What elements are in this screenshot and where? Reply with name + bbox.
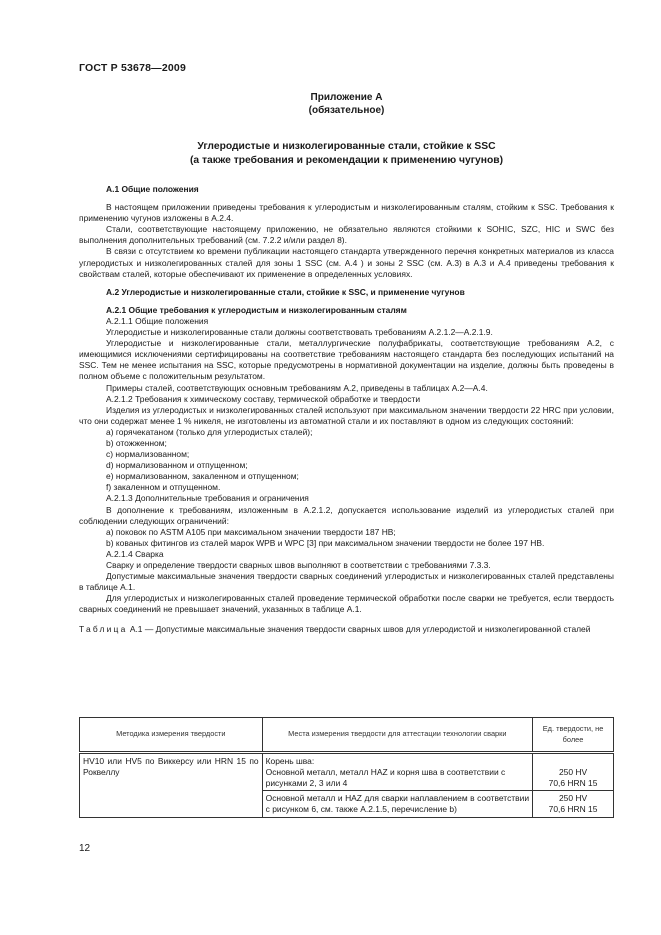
annex-title-line2: (а также требования и рекомендации к применению чугунов) [190, 155, 503, 166]
annex-title [79, 140, 614, 168]
col-header-place: Места измерения твердости для аттестации технологии сварки [262, 718, 532, 753]
paragraph: В связи с отсутствием ко времени публикации настоящего стандарта утвержденного перечня конкретных материалов из класса углеродистых и низколегированных сталей для зоны 1 SSC (см. А.4 ) и зоны 2 SSC (см. А.3) в А.3 и А.4 приведены требования к свойствам сталей, которые обеспечивают их применение в определенных условиях. [79, 246, 614, 279]
paragraph: Сварку и определение твердости сварных швов выполняют в соответствии с требованиями 7.3.3. [106, 560, 491, 570]
clause-heading: А.2.1.2 Требования к химическому составу, термической обработке и твердости [106, 393, 421, 404]
list-item: b) кованых фитингов из сталей марок WPB и WPC [3] при максимальном значении твердости не более 197 HB. [106, 537, 545, 548]
subsection-heading: А.2.1 Общие требования к углеродистым и низколегированным сталям [106, 304, 407, 315]
paragraph: Стали, соответствующие настоящему приложению, не обязательно являются стойкими к SOHIC, SZC, HIC и SWC без выполнения дополнительных требований (см. 7.2.2 и/или раздел 8). [79, 224, 614, 246]
clause-heading: А.2.1.4 Сварка [106, 548, 164, 559]
paragraph: В дополнение к требованиям, изложенным в А.2.1.2, допускается использование изделий из углеродистых сталей при соблюдении следующих ограничений: [79, 504, 614, 526]
list-item: e) нормализованном, закаленном и отпущенном; [106, 471, 299, 482]
method-cell: HV10 или HV5 по Виккерсу или HRN 15 по Роквеллу [80, 753, 263, 818]
paragraph: Углеродистые и низколегированные стали должны соответствовать требованиям А.2.1.2—А.2.1.9. [106, 327, 493, 338]
list-item: a) поковок по ASTM A105 при максимальном значении твердости 187 HB; [106, 526, 396, 537]
list-item: b) отожженном; [106, 437, 167, 448]
place-cell: Основной металл и HAZ для сварки наплавлением в соответствии с рисунком 6, см. также А.2.1.5, перечисление b) [262, 791, 532, 818]
standard-header: ГОСТ Р 53678—2009 [79, 62, 187, 74]
table-caption [79, 624, 614, 635]
section-heading: А.1 Общие положения [106, 184, 199, 194]
paragraph: Для углеродистых и низколегированных сталей проведение термической обработки после сварки не требуется, если твердость сварных соединений не превышает значений, указанных в таблице А.1. [79, 593, 614, 615]
paragraph: Примеры сталей, соответствующих основным требованиям А.2, приведены в таблицах А.2—А.4. [106, 382, 488, 393]
table-row [80, 753, 614, 791]
place-cell: Корень шва: Основной металл, металл HAZ и корня шва в соответствии с рисунками 2, 3 или 4 [262, 753, 532, 791]
clause-heading: А.2.1.1 Общие положения [106, 315, 209, 326]
annex-status: (обязательное) [308, 105, 385, 116]
col-header-method: Методика измерения твердости [80, 718, 263, 753]
paragraph: В настоящем приложении приведены требования к углеродистым и низколегированным сталям, стойким к SSC. Требования к применению чугунов изложены в А.2.4. [79, 202, 614, 224]
annex-title-line1: Углеродистые и низколегированные стали, стойкие к SSC [197, 141, 496, 152]
col-header-limit: Ед. твердости, не более [533, 718, 614, 753]
paragraph: Углеродистые и низколегированные стали, металлургические полуфабрикаты, соответствующие требованиям А.2, с имеющимися исключениями сертифицированы на соответствие требованиям настоящего стандарта без последующих испытаний на SSC. Тем не менее испытания на SSC, которые предусмотрены в нормативной документации на изделие, должны быть проведены в полном объеме с положительным результатом. [79, 338, 614, 382]
table-caption-prefix: Таблица [79, 624, 128, 635]
clause-heading: А.2.1.3 Дополнительные требования и ограничения [106, 493, 309, 504]
annex-heading [79, 91, 614, 117]
list-item: a) горячекатаном (только для углеродистых сталей); [106, 426, 313, 437]
list-item: f) закаленном и отпущенном. [106, 482, 221, 493]
table-caption-text: А.1 — Допустимые максимальные значения твердости сварных швов для углеродистой и низколегированной сталей [127, 624, 591, 635]
annex-label: Приложение А [310, 92, 383, 103]
paragraph: Допустимые максимальные значения твердости сварных соединений углеродистых и низколегированных сталей представлены в таблице А.1. [79, 571, 614, 593]
limit-cell: 250 HV 70,6 HRN 15 [533, 753, 614, 791]
hardness-table [79, 717, 614, 818]
paragraph: Изделия из углеродистых и низколегированных сталей используют при максимальном значении твердости 22 HRC при условии, что они содержат менее 1 % никеля, не изготовлены из автоматной стали и их поставляют в одном из следующих состояний: [79, 404, 614, 426]
list-item: d) нормализованном и отпущенном; [106, 460, 248, 471]
body-text [79, 184, 614, 636]
table-header-row [80, 718, 614, 753]
page-number: 12 [79, 843, 91, 854]
limit-cell: 250 HV 70,6 HRN 15 [533, 791, 614, 818]
list-item: c) нормализованном; [106, 449, 190, 460]
section-heading: А.2 Углеродистые и низколегированные стали, стойкие к SSC, и применение чугунов [106, 286, 465, 297]
